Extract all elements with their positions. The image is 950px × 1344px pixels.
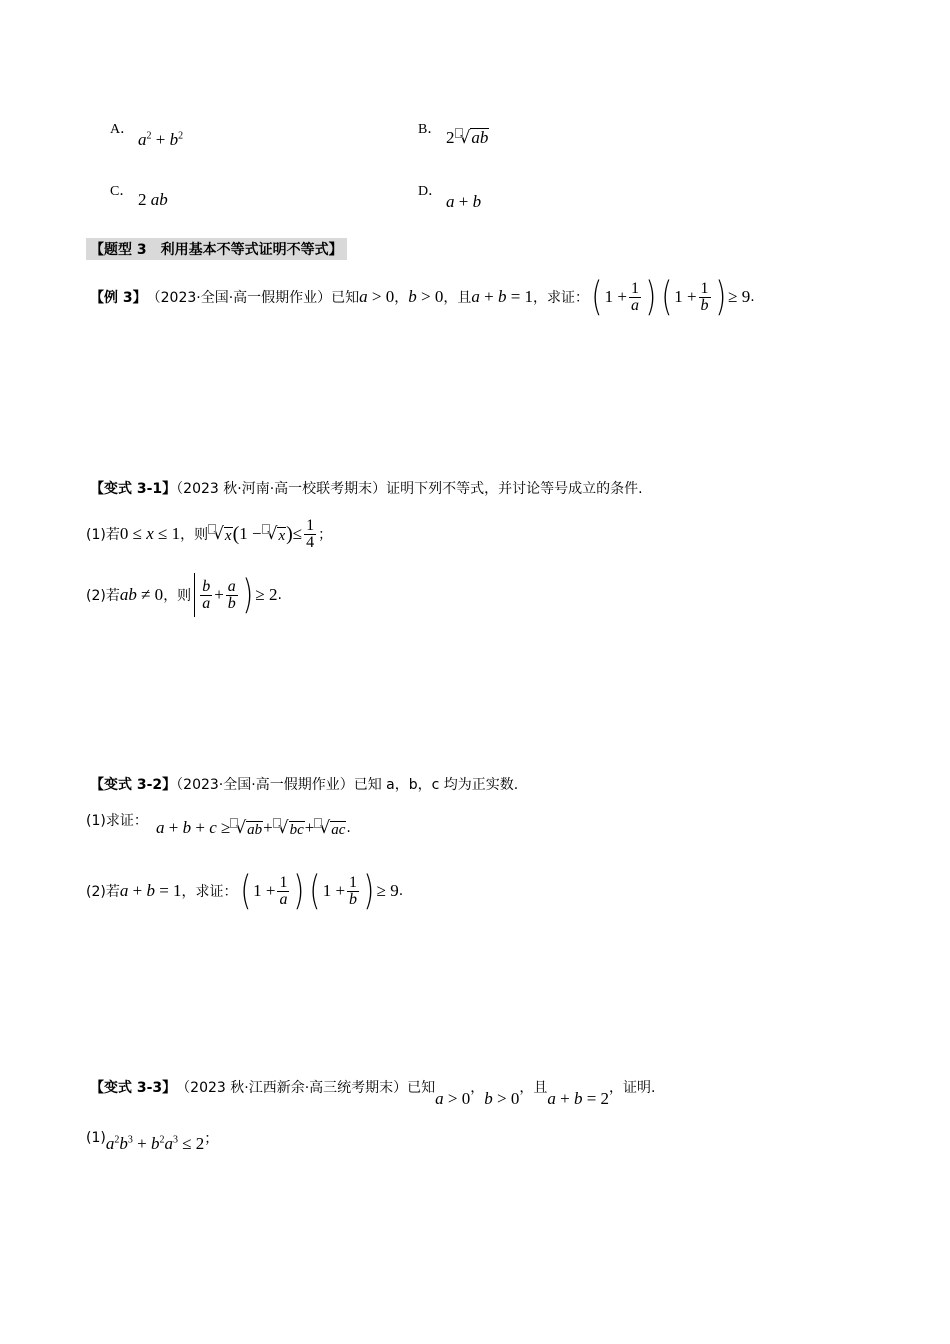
variant-3-1-prefix: 【变式 3-1】 bbox=[90, 481, 177, 497]
option-b-letter: B． bbox=[418, 122, 442, 137]
option-b-coef: 2 bbox=[446, 128, 455, 147]
part-label: (1)若 bbox=[86, 527, 120, 543]
variant-3-1-source: （2023 秋·河南·高一校联考期末）证明下列不等式，并讨论等号成立的条件. bbox=[176, 481, 643, 497]
example-3-prefix: 【例 3】 bbox=[90, 290, 147, 306]
and-text: ，且 bbox=[443, 290, 472, 306]
root-symbol: √ ab bbox=[455, 128, 490, 148]
then-text: ，则 bbox=[163, 588, 192, 604]
comma: ， bbox=[394, 290, 409, 306]
period: . bbox=[277, 587, 282, 603]
option-d-letter: D． bbox=[418, 184, 443, 199]
prove-text: ，求证： bbox=[533, 290, 590, 306]
variant-3-3-source: （2023 秋·江西新余·高三统考期末）已知 bbox=[176, 1080, 436, 1096]
example-3: 【例 3】 （2023·全国·高一假期作业）已知 a > 0 ， b > 0 ，且 a + b = 1 ，求证： ( 1 + $\frac{1}{a}$ ) ( 1 + $\frac{1}{b}$ ) ≥ 9 . bbox=[90, 274, 755, 320]
variant-3-2-header bbox=[90, 774, 518, 794]
variant-3-2-prefix: 【变式 3-2】 bbox=[90, 777, 177, 793]
example-3-source: （2023·全国·高一假期作业）已知 bbox=[146, 290, 360, 306]
comma: ， bbox=[470, 1080, 485, 1096]
option-c-letter: C． bbox=[110, 184, 134, 199]
period: . bbox=[346, 820, 351, 836]
then-text: ，则 bbox=[180, 527, 209, 543]
option-a-letter: A． bbox=[110, 122, 135, 137]
variant-3-1-header bbox=[90, 478, 643, 498]
variant-3-2-part-1-label: (1)求证： bbox=[86, 813, 148, 829]
part-label: (2)若 bbox=[86, 884, 120, 900]
period: . bbox=[750, 289, 755, 305]
and-text: ，且 bbox=[519, 1080, 548, 1096]
variant-3-2-part-2: (2)若 a + b = 1 ，求证： ( 1 + $\frac{1}{a}$ ) ( 1 + $\frac{1}{b}$ ) ≥ 9 . bbox=[86, 868, 404, 914]
variant-3-1-part-2: (2)若 ab ≠ 0 ，则 $\frac{b}{a}$ + $\frac{a}{b}$ ) ≥ 2 . bbox=[86, 572, 282, 618]
part-label: (2)若 bbox=[86, 588, 120, 604]
variant-3-3-prefix: 【变式 3-3】 bbox=[90, 1080, 177, 1096]
part-label: (1) bbox=[86, 1130, 106, 1146]
variant-3-2-part-1-expr: a + b + c ≥ √ ab + √ bc + √ ac . bbox=[156, 818, 351, 838]
option-a-expr: $a^2 + b^2$ bbox=[138, 130, 184, 149]
prove-text: ，证明. bbox=[609, 1080, 656, 1096]
section-title: 【题型 3 利用基本不等式证明不等式】 bbox=[86, 238, 347, 260]
option-b-expr bbox=[446, 128, 489, 148]
variant-3-3-header: 【变式 3-3】 （2023 秋·江西新余·高三统考期末）已知 a > 0 ， b > 0 ，且 a + b = 2 ，证明. bbox=[90, 1070, 655, 1104]
variant-3-1-part-1: (1)若 0 ≤ x ≤ 1 ，则 √ x ( 1 − √ x ) ≤ $\frac{1}{4}$ ； bbox=[86, 516, 333, 551]
variant-3-3-part-1: (1) $a^2b^3 + b^2a^3 \le 2$ ； bbox=[86, 1130, 219, 1153]
option-d-expr: a + b bbox=[446, 192, 482, 211]
semicolon: ； bbox=[204, 1131, 219, 1147]
prove-text: ，求证： bbox=[181, 884, 238, 900]
semicolon: ； bbox=[318, 527, 333, 543]
period: . bbox=[398, 883, 404, 899]
variant-3-2-source: （2023·全国·高一假期作业）已知 a，b，c 均为正实数. bbox=[176, 777, 519, 793]
option-c-expr: 2 ab bbox=[138, 190, 168, 209]
option-c-coef: 2 bbox=[138, 190, 147, 209]
